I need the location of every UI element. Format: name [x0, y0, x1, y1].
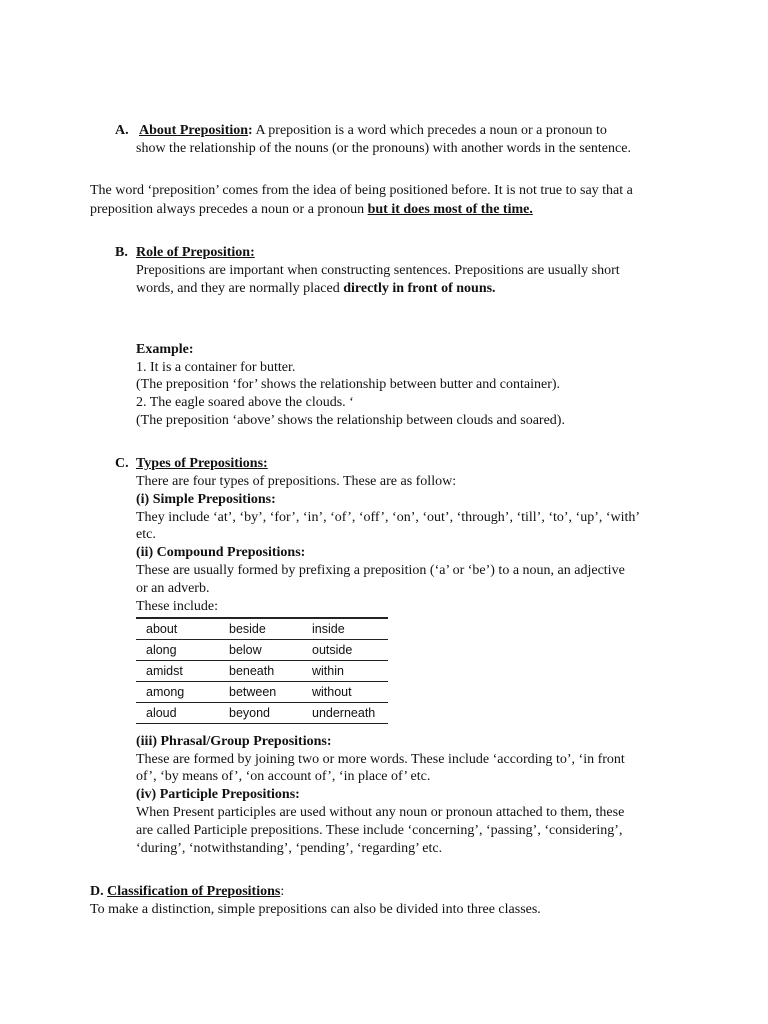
table-cell: within [302, 661, 388, 682]
section-b-emphasis: directly in front of nouns. [343, 281, 496, 296]
section-a-colon: : [248, 123, 253, 138]
section-a-marker: A. [115, 123, 129, 138]
table-cell: among [136, 682, 219, 703]
phrasal-prepositions-text-1: These are formed by joining two or more words. These include ‘according to’, ‘in front [136, 752, 625, 767]
table-row [136, 682, 388, 703]
participle-prepositions-text-2: are called Participle prepositions. These include ‘concerning’, ‘passing’, ‘considering’, [136, 823, 623, 838]
intro-text-2: preposition always precedes a noun or a pronoun [90, 202, 368, 217]
table-row [136, 703, 388, 724]
table-cell: underneath [302, 703, 388, 724]
section-c-intro: There are four types of prepositions. These are as follow: [136, 474, 457, 489]
simple-prepositions-text-1: They include ‘at’, ‘by’, ‘for’, ‘in’, ‘of’, ‘off’, ‘on’, ‘out’, ‘through’, ‘till’, ‘to’, ‘up’, ‘with’ [136, 510, 641, 525]
phrasal-prepositions-text-2: of’, ‘by means of’, ‘on account of’, ‘in place of’ etc. [136, 769, 431, 784]
section-b-marker: B. [115, 245, 128, 260]
section-c-marker: C. [115, 456, 129, 471]
section-d-heading-line [90, 883, 284, 901]
table-cell: inside [302, 618, 388, 640]
intro-emphasis: but it does most of the time. [367, 202, 533, 217]
compound-prepositions-text-2: or an adverb. [136, 581, 210, 596]
table-cell: amidst [136, 661, 219, 682]
section-a-text-1: A preposition is a word which precedes a noun or a pronoun to [252, 123, 607, 138]
section-a-heading: About Preposition [139, 123, 249, 138]
section-d-heading: Classification of Prepositions [107, 884, 281, 899]
section-d-marker: D. [90, 884, 104, 899]
section-d-colon: : [280, 884, 285, 899]
table-row [136, 661, 388, 682]
section-d-text-1: To make a distinction, simple prepositions can also be divided into three classes. [90, 902, 541, 917]
section-b-line-2 [136, 280, 496, 298]
section-b-text-1: Prepositions are important when constructing sentences. Prepositions are usually short [136, 263, 620, 278]
example-line-2: (The preposition ‘for’ shows the relationship between butter and container). [136, 377, 561, 392]
compound-prepositions-text-1: These are usually formed by prefixing a preposition (‘a’ or ‘be’) to a noun, an adjective [136, 563, 625, 578]
section-b-heading: Role of Preposition: [136, 245, 255, 260]
section-a-line-1 [139, 122, 607, 140]
compound-prepositions-text-3: These include: [136, 599, 219, 614]
example-line-1: 1. It is a container for butter. [136, 360, 296, 375]
intro-line-2 [90, 201, 533, 219]
example-heading: Example: [136, 342, 194, 357]
table-cell: between [219, 682, 302, 703]
participle-prepositions-text-1: When Present participles are used without any noun or pronoun attached to them, these [136, 805, 625, 820]
intro-line-1: The word ‘preposition’ comes from the idea of being positioned before. It is not true to say that a [90, 183, 633, 198]
table-cell: beyond [219, 703, 302, 724]
table-row [136, 618, 388, 640]
table-cell: outside [302, 640, 388, 661]
table-cell: about [136, 618, 219, 640]
participle-prepositions-heading: (iv) Participle Prepositions: [136, 787, 300, 802]
compound-prepositions-table [136, 617, 388, 724]
table-cell: below [219, 640, 302, 661]
table-cell: beside [219, 618, 302, 640]
table-cell: without [302, 682, 388, 703]
compound-prepositions-heading: (ii) Compound Prepositions: [136, 545, 306, 560]
section-c-heading: Types of Prepositions: [136, 456, 268, 471]
table-cell: beneath [219, 661, 302, 682]
example-line-3: 2. The eagle soared above the clouds. ‘ [136, 395, 354, 410]
simple-prepositions-text-2: etc. [136, 527, 156, 542]
section-b-text-2: words, and they are normally placed [136, 281, 344, 296]
simple-prepositions-heading: (i) Simple Prepositions: [136, 492, 276, 507]
section-a-text-2: show the relationship of the nouns (or the pronouns) with another words in the sentence. [136, 141, 631, 156]
table-cell: aloud [136, 703, 219, 724]
table-row [136, 640, 388, 661]
table-cell: along [136, 640, 219, 661]
example-line-4: (The preposition ‘above’ shows the relationship between clouds and soared). [136, 413, 565, 428]
phrasal-prepositions-heading: (iii) Phrasal/Group Prepositions: [136, 734, 332, 749]
participle-prepositions-text-3: ‘during’, ‘notwithstanding’, ‘pending’, ‘regarding’ etc. [136, 841, 443, 856]
